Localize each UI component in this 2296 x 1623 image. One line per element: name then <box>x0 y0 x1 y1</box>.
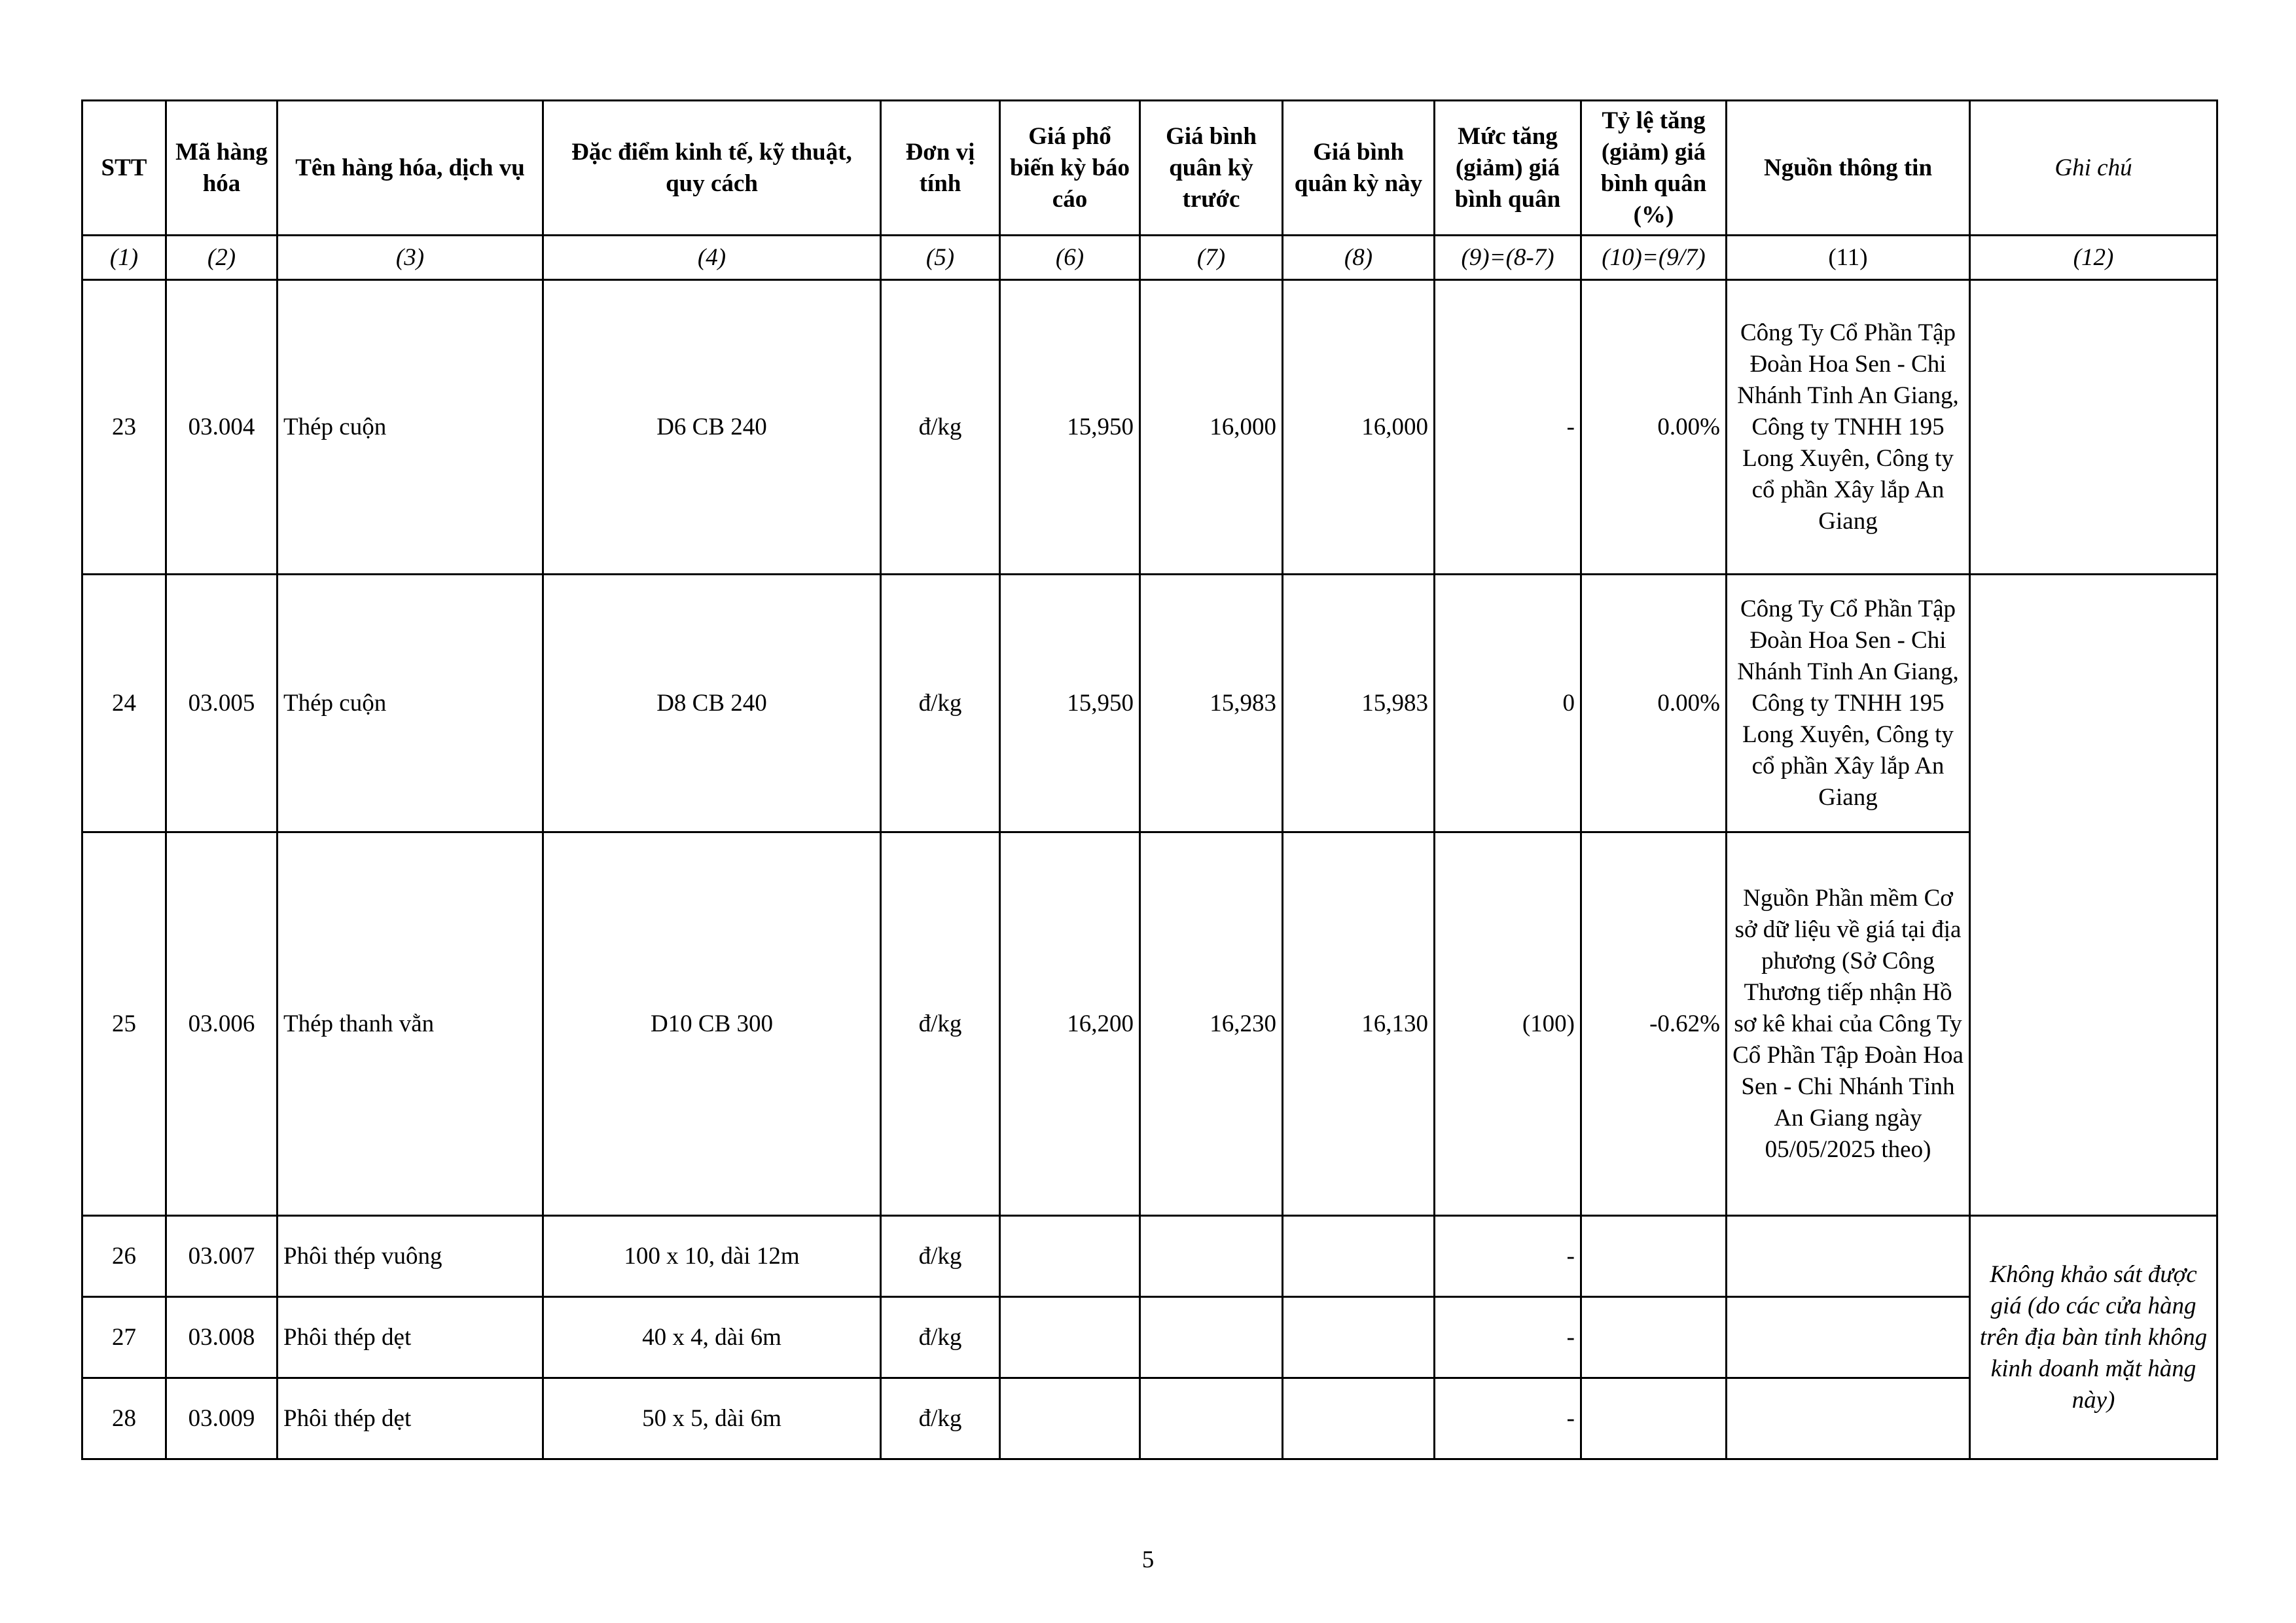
cell-name: Thép thanh vằn <box>278 832 543 1216</box>
cell-change: - <box>1435 1216 1581 1297</box>
header-unit: Đơn vị tính <box>881 101 1000 236</box>
cell-change-pct: 0.00% <box>1581 575 1727 832</box>
cell-unit: đ/kg <box>881 280 1000 575</box>
cell-change: - <box>1435 280 1581 575</box>
cell-common-price: 15,950 <box>1000 575 1140 832</box>
table-row <box>82 280 2217 575</box>
cell-curr-avg: 16,000 <box>1283 280 1435 575</box>
cell-name: Thép cuộn <box>278 575 543 832</box>
cell-spec: D6 CB 240 <box>543 280 881 575</box>
column-number: (12) <box>1970 236 2217 280</box>
cell-source: Nguồn Phần mềm Cơ sở dữ liệu về giá tại địa phương (Sở Công Thương tiếp nhận Hồ sơ kê khai của Công Ty Cổ Phần Tập Đoàn Hoa Sen - Chi Nhánh Tỉnh An Giang ngày 05/05/2025 theo) <box>1727 832 1970 1216</box>
cell-prev-avg: 16,230 <box>1140 832 1283 1216</box>
column-number: (6) <box>1000 236 1140 280</box>
cell-stt: 25 <box>82 832 166 1216</box>
cell-code: 03.009 <box>166 1378 278 1459</box>
cell-source: Công Ty Cổ Phần Tập Đoàn Hoa Sen - Chi Nhánh Tỉnh An Giang, Công ty TNHH 195 Long Xuyên, Công ty cổ phần Xây lắp An Giang <box>1727 280 1970 575</box>
cell-source: Công Ty Cổ Phần Tập Đoàn Hoa Sen - Chi Nhánh Tỉnh An Giang, Công ty TNHH 195 Long Xuyên, Công ty cổ phần Xây lắp An Giang <box>1727 575 1970 832</box>
cell-prev-avg <box>1140 1297 1283 1378</box>
cell-code: 03.004 <box>166 280 278 575</box>
cell-common-price <box>1000 1378 1140 1459</box>
cell-prev-avg <box>1140 1378 1283 1459</box>
column-number: (9)=(8-7) <box>1435 236 1581 280</box>
cell-change-pct <box>1581 1216 1727 1297</box>
table-row <box>82 575 2217 832</box>
cell-common-price: 15,950 <box>1000 280 1140 575</box>
group-note: Không khảo sát được giá (do các cửa hàng trên địa bàn tỉnh không kinh doanh mặt hàng này) <box>1970 1216 2217 1459</box>
cell-spec: 40 x 4, dài 6m <box>543 1297 881 1378</box>
cell-change: 0 <box>1435 575 1581 832</box>
cell-unit: đ/kg <box>881 1216 1000 1297</box>
cell-source <box>1727 1216 1970 1297</box>
cell-prev-avg: 15,983 <box>1140 575 1283 832</box>
column-number: (10)=(9/7) <box>1581 236 1727 280</box>
cell-common-price <box>1000 1216 1140 1297</box>
page-number: 5 <box>1141 1546 1155 1573</box>
cell-source <box>1727 1297 1970 1378</box>
column-number: (4) <box>543 236 881 280</box>
cell-stt: 28 <box>82 1378 166 1459</box>
cell-stt: 24 <box>82 575 166 832</box>
cell-code: 03.005 <box>166 575 278 832</box>
cell-change-pct <box>1581 1378 1727 1459</box>
header-change-pct: Tỷ lệ tăng (giảm) giá bình quân (%) <box>1581 101 1727 236</box>
cell-stt: 26 <box>82 1216 166 1297</box>
table-row <box>82 1297 2217 1378</box>
cell-stt: 23 <box>82 280 166 575</box>
cell-spec: D8 CB 240 <box>543 575 881 832</box>
cell-unit: đ/kg <box>881 1297 1000 1378</box>
header-source: Nguồn thông tin <box>1727 101 1970 236</box>
cell-curr-avg <box>1283 1216 1435 1297</box>
cell-source <box>1727 1378 1970 1459</box>
column-number: (2) <box>166 236 278 280</box>
column-number: (3) <box>278 236 543 280</box>
header-row <box>82 101 2217 236</box>
column-number: (5) <box>881 236 1000 280</box>
cell-name: Phôi thép dẹt <box>278 1378 543 1459</box>
cell-spec: D10 CB 300 <box>543 832 881 1216</box>
cell-code: 03.006 <box>166 832 278 1216</box>
cell-spec: 50 x 5, dài 6m <box>543 1378 881 1459</box>
column-number: (8) <box>1283 236 1435 280</box>
cell-change-pct: 0.00% <box>1581 280 1727 575</box>
cell-change: (100) <box>1435 832 1581 1216</box>
cell-code: 03.008 <box>166 1297 278 1378</box>
cell-note <box>1970 280 2217 575</box>
cell-stt: 27 <box>82 1297 166 1378</box>
header-stt: STT <box>82 101 166 236</box>
header-prev-avg: Giá bình quân kỳ trước <box>1140 101 1283 236</box>
cell-name: Thép cuộn <box>278 280 543 575</box>
column-number: (7) <box>1140 236 1283 280</box>
cell-unit: đ/kg <box>881 832 1000 1216</box>
cell-code: 03.007 <box>166 1216 278 1297</box>
cell-unit: đ/kg <box>881 575 1000 832</box>
price-table <box>81 99 2218 1460</box>
cell-change: - <box>1435 1378 1581 1459</box>
cell-change-pct: -0.62% <box>1581 832 1727 1216</box>
cell-curr-avg: 16,130 <box>1283 832 1435 1216</box>
cell-common-price: 16,200 <box>1000 832 1140 1216</box>
cell-name: Phôi thép vuông <box>278 1216 543 1297</box>
cell-unit: đ/kg <box>881 1378 1000 1459</box>
cell-name: Phôi thép dẹt <box>278 1297 543 1378</box>
cell-spec: 100 x 10, dài 12m <box>543 1216 881 1297</box>
column-number: (11) <box>1727 236 1970 280</box>
header-spec: Đặc điểm kinh tế, kỹ thuật, quy cách <box>543 101 881 236</box>
header-common-price: Giá phổ biến kỳ báo cáo <box>1000 101 1140 236</box>
header-code: Mã hàng hóa <box>166 101 278 236</box>
header-name: Tên hàng hóa, dịch vụ <box>278 101 543 236</box>
cell-curr-avg: 15,983 <box>1283 575 1435 832</box>
table-row <box>82 1378 2217 1459</box>
cell-common-price <box>1000 1297 1140 1378</box>
header-note: Ghi chú <box>1970 101 2217 236</box>
cell-curr-avg <box>1283 1378 1435 1459</box>
cell-curr-avg <box>1283 1297 1435 1378</box>
header-curr-avg: Giá bình quân kỳ này <box>1283 101 1435 236</box>
table-row <box>82 1216 2217 1297</box>
column-number: (1) <box>82 236 166 280</box>
cell-note <box>1970 575 2217 1216</box>
header-change: Mức tăng (giảm) giá bình quân <box>1435 101 1581 236</box>
cell-change-pct <box>1581 1297 1727 1378</box>
cell-prev-avg: 16,000 <box>1140 280 1283 575</box>
cell-prev-avg <box>1140 1216 1283 1297</box>
table-row <box>82 832 2217 1216</box>
column-number-row <box>82 236 2217 280</box>
cell-change: - <box>1435 1297 1581 1378</box>
